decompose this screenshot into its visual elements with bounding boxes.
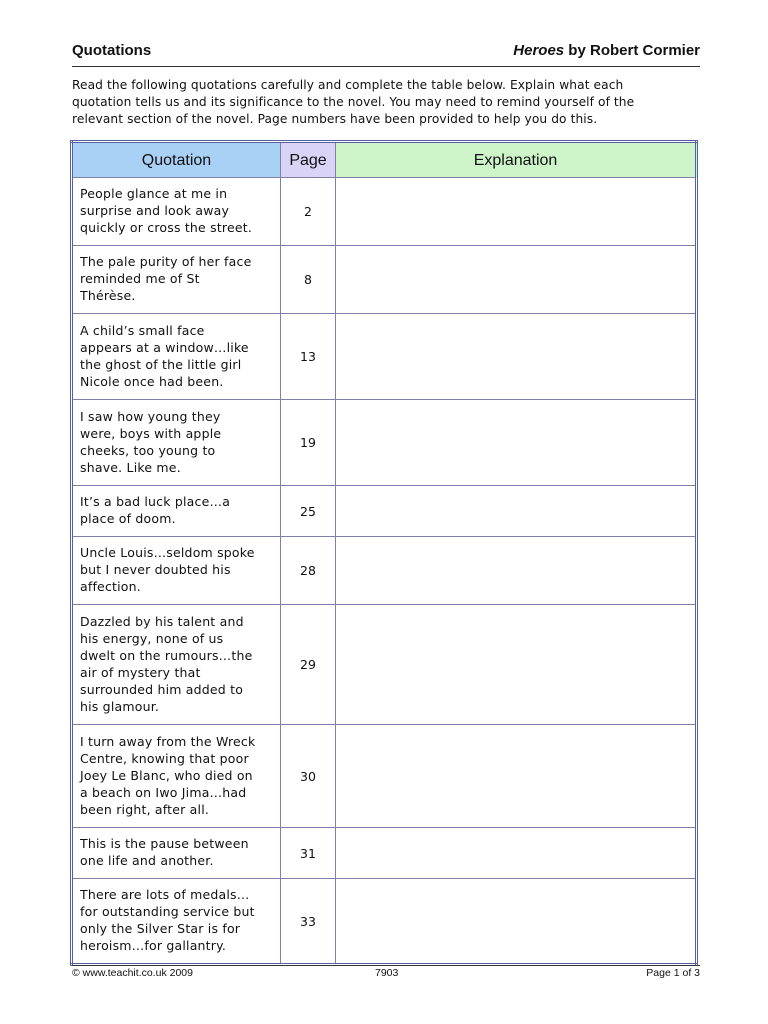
quotation-cell: [72, 725, 281, 828]
quotation-line: Nicole once had been.: [80, 373, 224, 389]
quotation-cell: [72, 605, 281, 725]
page-number-cell: 28: [281, 537, 336, 605]
header-page: Page: [281, 142, 336, 178]
quotation-cell: [72, 314, 281, 400]
quotations-table: [70, 140, 698, 966]
quotation-line: Dazzled by his talent and: [80, 613, 244, 629]
explanation-cell[interactable]: [336, 400, 697, 486]
page-number-cell: 25: [281, 486, 336, 537]
quotation-cell: [72, 178, 281, 246]
quotation-line: affection.: [80, 579, 141, 594]
quotation-line: There are lots of medals…: [80, 887, 250, 902]
table-row: [72, 879, 697, 965]
page-number-cell: 29: [281, 605, 336, 725]
explanation-cell[interactable]: [336, 828, 697, 879]
quotation-cell: [72, 400, 281, 486]
explanation-cell[interactable]: [336, 605, 697, 725]
explanation-cell[interactable]: [336, 314, 697, 400]
book-credit: [513, 42, 700, 59]
instructions: [72, 77, 702, 128]
quotation-line: appears at a window…like: [80, 339, 249, 355]
table-row: [72, 537, 697, 605]
instruction-line: quotation tells us and its significance to the novel. You may need to remind yourself of the: [72, 95, 635, 109]
quotation-line: air of mystery that: [80, 664, 201, 680]
instruction-line: Read the following quotations carefully and complete the table below. Explain what each: [72, 78, 624, 92]
page-title: Quotations: [72, 42, 152, 59]
page-number-cell: 33: [281, 879, 336, 965]
quotation-line: Thérèse.: [80, 288, 136, 303]
book-author: by Robert Cormier: [564, 42, 700, 59]
table-row: [72, 314, 697, 400]
explanation-cell[interactable]: [336, 178, 697, 246]
quotation-cell: [72, 828, 281, 879]
page-number-cell: 2: [281, 178, 336, 246]
quotation-line: the ghost of the little girl: [80, 356, 242, 372]
table-row: [72, 246, 697, 314]
explanation-cell[interactable]: [336, 486, 697, 537]
explanation-cell[interactable]: [336, 879, 697, 965]
book-title: Heroes: [513, 42, 565, 59]
quotation-line: This is the pause between: [80, 836, 249, 851]
page-number-cell: 19: [281, 400, 336, 486]
quotation-line: were, boys with apple: [80, 425, 222, 441]
explanation-cell[interactable]: [336, 725, 697, 828]
page-number-cell: 8: [281, 246, 336, 314]
header-quotation: Quotation: [72, 142, 281, 178]
quotation-line: only the Silver Star is for: [80, 921, 241, 936]
quotation-line: People glance at me in: [80, 186, 228, 201]
quotation-line: I saw how young they: [80, 408, 221, 424]
header-explanation: Explanation: [336, 142, 697, 178]
quotation-line: one life and another.: [80, 853, 214, 868]
quotation-line: quickly or cross the street.: [80, 220, 253, 235]
table-row: [72, 725, 697, 828]
quotation-line: It’s a bad luck place…a: [80, 494, 231, 509]
quotation-line: The pale purity of her face: [80, 254, 252, 269]
quotation-line: heroism…for gallantry.: [80, 938, 227, 953]
quotation-line: surprise and look away: [80, 203, 230, 218]
page-footer: [72, 965, 700, 980]
footer-code: 7903: [375, 967, 399, 979]
table-row: [72, 605, 697, 725]
table-body: [72, 178, 697, 965]
table-row: [72, 486, 697, 537]
quotation-line: his glamour.: [80, 698, 160, 714]
footer-copyright: © www.teachit.co.uk 2009: [72, 967, 193, 979]
quotation-line: his energy, none of us: [80, 630, 224, 646]
page-number-cell: 30: [281, 725, 336, 828]
quotation-line: been right, after all.: [80, 801, 210, 817]
quotation-line: surrounded him added to: [80, 681, 244, 697]
quotation-line: for outstanding service but: [80, 904, 255, 919]
quotation-line: Uncle Louis…seldom spoke: [80, 545, 255, 560]
explanation-cell[interactable]: [336, 537, 697, 605]
table-row: [72, 828, 697, 879]
quotation-line: Joey Le Blanc, who died on: [80, 767, 253, 783]
quotation-line: I turn away from the Wreck: [80, 733, 256, 749]
quotation-cell: [72, 537, 281, 605]
table-row: [72, 178, 697, 246]
quotation-line: reminded me of St: [80, 271, 200, 286]
quotation-line: shave. Like me.: [80, 459, 181, 475]
quotation-line: A child’s small face: [80, 322, 205, 338]
explanation-cell[interactable]: [336, 246, 697, 314]
quotation-cell: [72, 879, 281, 965]
table-row: [72, 400, 697, 486]
page-number-cell: 13: [281, 314, 336, 400]
page-header: [72, 42, 700, 67]
quotation-line: Centre, knowing that poor: [80, 750, 249, 766]
quotation-line: a beach on Iwo Jima…had: [80, 784, 247, 800]
quotation-line: place of doom.: [80, 511, 176, 526]
page-number-cell: 31: [281, 828, 336, 879]
quotation-line: cheeks, too young to: [80, 442, 216, 458]
footer-page-number: Page 1 of 3: [646, 967, 700, 979]
instruction-line: relevant section of the novel. Page numbers have been provided to help you do this.: [72, 112, 598, 126]
quotation-cell: [72, 486, 281, 537]
quotation-line: dwelt on the rumours…the: [80, 647, 253, 663]
quotation-cell: [72, 246, 281, 314]
table-header-row: [72, 142, 697, 178]
quotation-line: but I never doubted his: [80, 562, 231, 577]
